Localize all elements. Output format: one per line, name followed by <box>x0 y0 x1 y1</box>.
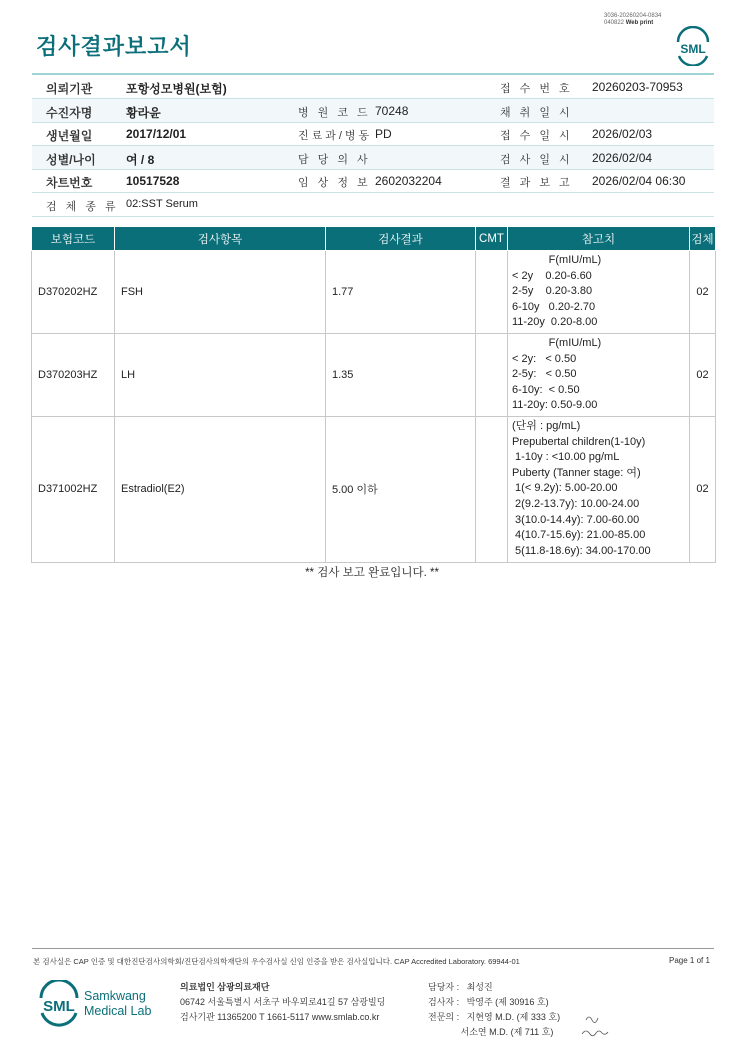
reference-range: F(mIU/mL) < 2y 0.20-6.60 2-5y 0.20-3.80 6-10y 0.20-2.70 11-20y 0.20-8.00 <box>508 251 690 334</box>
info-label: 진료과/병동 <box>298 130 373 143</box>
cmt-cell <box>476 251 508 334</box>
table-row <box>32 333 716 416</box>
specimen-label: 검 체 종 류 <box>46 201 119 213</box>
info-row <box>32 169 714 193</box>
org-address: 06742 서울특별시 서초구 바우뫼로41길 57 삼광빌딩 <box>180 997 386 1007</box>
specimen-row <box>32 193 714 217</box>
table-row <box>32 251 716 334</box>
info-row <box>32 146 714 170</box>
stamp-line2b: Web print <box>625 20 654 26</box>
info-value: 2602032204 <box>375 174 442 189</box>
stamp-line2 <box>604 20 661 27</box>
test-item: LH <box>115 333 326 416</box>
table-header-row <box>32 227 716 251</box>
info-label: 접 수 일 시 <box>500 130 573 143</box>
table-row <box>32 416 716 562</box>
col-header: 보험코드 <box>32 227 115 251</box>
specimen-code: 02 <box>690 251 716 334</box>
info-label: 접 수 번 호 <box>500 83 573 95</box>
info-row <box>32 122 714 146</box>
sml-logo-icon <box>672 26 714 66</box>
test-result: 1.35 <box>326 333 476 416</box>
info-label: 의뢰기관 <box>46 82 93 96</box>
info-label: 생년월일 <box>46 129 93 144</box>
info-value: 황라윤 <box>126 105 161 120</box>
info-label: 채 취 일 시 <box>500 106 573 119</box>
col-header: CMT <box>476 227 508 251</box>
info-value: PD <box>375 127 392 142</box>
insurance-code: D371002HZ <box>32 416 115 562</box>
organization-info <box>180 980 385 1025</box>
info-label: 검 사 일 시 <box>500 153 573 166</box>
results-table <box>31 226 716 563</box>
info-value: 10517528 <box>126 174 180 189</box>
org-name: 의료법인 삼광의료재단 <box>180 982 270 992</box>
insurance-code: D370202HZ <box>32 251 115 334</box>
info-value: 70248 <box>375 103 409 118</box>
info-value: 2026/02/03 <box>592 127 653 142</box>
col-header: 검체 <box>690 227 716 251</box>
org-contact: 검사기관 11365200 T 1661-5117 www.smlab.co.kr <box>180 1012 380 1022</box>
print-stamp <box>604 13 661 27</box>
info-row <box>32 99 714 123</box>
stamp-line2a: 040822 <box>604 20 625 26</box>
col-header: 검사항목 <box>115 227 326 251</box>
samkwang-logo-icon <box>36 980 166 1028</box>
insurance-code: D370203HZ <box>32 333 115 416</box>
info-value: 2017/12/01 <box>126 127 187 142</box>
info-label: 성별/나이 <box>46 152 96 167</box>
info-value: 2026/02/04 06:30 <box>592 174 686 189</box>
cmt-cell <box>476 333 508 416</box>
info-value: 20260203-70953 <box>592 80 683 94</box>
info-row <box>32 75 714 99</box>
info-value: 포항성모병원(보험) <box>126 82 227 96</box>
page-number: Page 1 of 1 <box>669 956 710 965</box>
report-title: 검사결과보고서 <box>36 34 192 59</box>
reference-range: (단위 : pg/mL) Prepubertal children(1-10y) 1-10y : <10.00 pg/mL Puberty (Tanner stage: 여) 1(< 9.2y): 5.00-20.00 2(9.2-13.7y): 10.00-24.00 3(10.0-14.4y): 7.00-60.00 4(10.7-15.6y): 21.00-85.00 5(11.8-18.6y): 34.00-170.00 <box>508 416 690 562</box>
info-label: 차트번호 <box>46 176 93 191</box>
col-header: 참고치 <box>508 227 690 251</box>
info-label: 수진자명 <box>46 105 93 120</box>
info-label: 병 원 코 드 <box>298 106 371 119</box>
col-header: 검사결과 <box>326 227 476 251</box>
specimen-code: 02 <box>690 333 716 416</box>
reference-range: F(mIU/mL) < 2y: < 0.50 2-5y: < 0.50 6-10y: < 0.50 11-20y: 0.50-9.00 <box>508 333 690 416</box>
test-result: 1.77 <box>326 251 476 334</box>
foot-logo-main: SML <box>43 998 75 1015</box>
staff-info: 담당자 : 최성진 검사자 : 박영주 (제 30916 호) 전문의 : 지현영 M.D. (제 333 호) 서소연 M.D. (제 711 호) <box>428 982 561 1037</box>
signature-icon <box>578 1010 612 1040</box>
specimen-value: 02:SST Serum <box>126 198 198 210</box>
completion-message: ** 검사 보고 완료입니다. ** <box>305 567 439 579</box>
test-result: 5.00 이하 <box>326 416 476 562</box>
logo-top-text: SML <box>680 42 706 56</box>
info-label: 담 당 의 사 <box>298 153 371 166</box>
footer-rule <box>32 948 714 949</box>
specimen-code: 02 <box>690 416 716 562</box>
foot-logo-sub1: Samkwang <box>84 989 146 1003</box>
accreditation-note: 본 검사실은 CAP 인증 및 대한진단검사의학회/진단검사의학재단의 우수검사실 신임 인증을 받은 검사실입니다. CAP Accredited Laboratory. 69944-01 <box>33 957 520 966</box>
test-item: Estradiol(E2) <box>115 416 326 562</box>
info-value: 여 / 8 <box>126 152 155 167</box>
info-label: 임 상 정 보 <box>298 177 371 190</box>
cmt-cell <box>476 416 508 562</box>
info-value: 2026/02/04 <box>592 150 653 165</box>
test-item: FSH <box>115 251 326 334</box>
stamp-line1: 3036-20260204-0834 <box>604 13 662 19</box>
info-label: 결 과 보 고 <box>500 177 573 190</box>
foot-logo-sub2: Medical Lab <box>84 1004 152 1018</box>
